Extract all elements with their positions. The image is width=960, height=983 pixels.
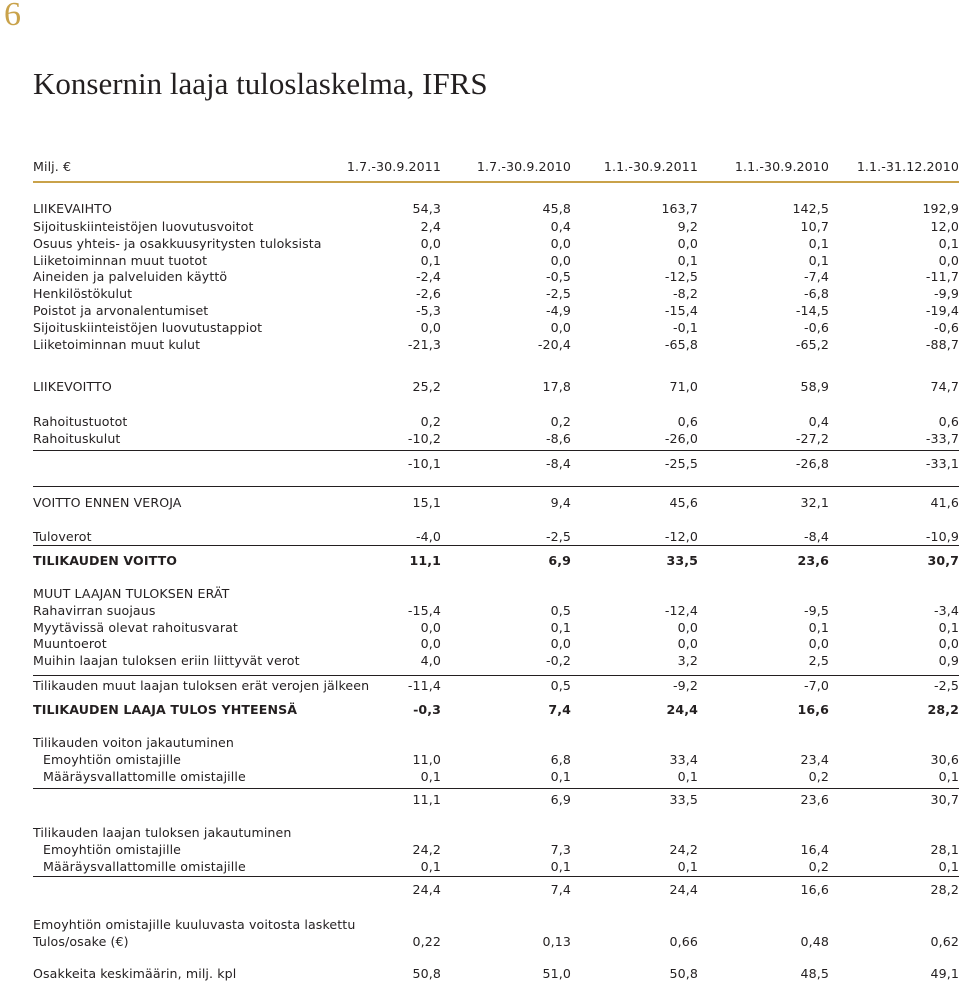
page-number: 6 <box>4 0 21 33</box>
row-value: 28,2 <box>930 882 959 897</box>
row-value: 0,62 <box>930 934 959 949</box>
row-value: -0,6 <box>934 320 959 335</box>
row-value: 0,0 <box>677 636 698 651</box>
row-value: 11,1 <box>409 553 441 568</box>
table-row <box>33 585 959 602</box>
row-value: -2,5 <box>546 529 571 544</box>
row-value: 49,1 <box>930 966 959 981</box>
row-label: Tuloverot <box>33 529 92 544</box>
row-value: 7,3 <box>550 842 571 857</box>
row-value: -11,4 <box>407 678 441 693</box>
table-row <box>33 933 959 950</box>
row-value: -0,5 <box>546 269 571 284</box>
table-row <box>33 200 959 217</box>
table-row <box>33 455 959 472</box>
row-label: Tulos/osake (€) <box>33 934 129 949</box>
section-divider <box>33 486 959 487</box>
row-label: Liiketoiminnan muut kulut <box>33 337 201 352</box>
row-value: 0,0 <box>550 236 571 251</box>
row-value: -21,3 <box>407 337 441 352</box>
row-value: 142,5 <box>792 201 829 216</box>
row-label: Rahavirran suojaus <box>33 603 156 618</box>
row-value: -9,9 <box>934 286 959 301</box>
table-row <box>33 841 959 858</box>
row-value: 0,0 <box>420 236 441 251</box>
row-value: 192,9 <box>922 201 959 216</box>
row-value: -2,4 <box>416 269 441 284</box>
table-row <box>33 881 959 898</box>
row-value: 0,1 <box>938 859 959 874</box>
table-row <box>33 768 959 785</box>
row-value: -2,6 <box>416 286 441 301</box>
row-value: 0,6 <box>677 414 698 429</box>
row-label: Rahoitustuotot <box>33 414 128 429</box>
table-row <box>33 602 959 619</box>
row-value: 0,1 <box>808 236 829 251</box>
row-value: 0,1 <box>938 620 959 635</box>
row-label: Tilikauden muut laajan tuloksen erät verojen jälkeen <box>33 678 370 693</box>
row-value: 0,4 <box>550 219 571 234</box>
row-label: Liiketoiminnan muut tuotot <box>33 253 208 268</box>
row-value: 0,0 <box>420 620 441 635</box>
row-value: -6,8 <box>804 286 829 301</box>
row-value: 0,5 <box>550 603 571 618</box>
row-value: 24,2 <box>412 842 441 857</box>
table-row <box>33 701 959 718</box>
period-header: 1.7.-30.9.2011 <box>346 159 441 174</box>
row-value: 0,5 <box>550 678 571 693</box>
table-row <box>33 734 959 751</box>
section-divider <box>33 545 959 546</box>
row-value: 50,8 <box>412 966 441 981</box>
row-value: -88,7 <box>925 337 959 352</box>
table-row <box>33 319 959 336</box>
row-label: Poistot ja arvonalentumiset <box>33 303 209 318</box>
row-label: Myytävissä olevat rahoitusvarat <box>33 620 238 635</box>
row-value: 23,6 <box>797 553 829 568</box>
row-value: 10,7 <box>800 219 829 234</box>
row-label: Tilikauden laajan tuloksen jakautuminen <box>33 825 292 840</box>
row-value: 0,0 <box>550 320 571 335</box>
row-value: -12,4 <box>664 603 698 618</box>
table-row <box>33 268 959 285</box>
table-row <box>33 858 959 875</box>
row-value: 0,2 <box>808 769 829 784</box>
table-row <box>33 252 959 269</box>
row-value: 9,2 <box>677 219 698 234</box>
row-value: 0,6 <box>938 414 959 429</box>
row-value: 0,1 <box>550 859 571 874</box>
row-value: 16,6 <box>797 702 829 717</box>
row-value: -11,7 <box>925 269 959 284</box>
row-value: 30,7 <box>927 553 959 568</box>
row-value: -25,5 <box>664 456 698 471</box>
row-value: 33,5 <box>669 792 698 807</box>
row-value: 33,4 <box>669 752 698 767</box>
row-value: -5,3 <box>416 303 441 318</box>
row-value: -0,1 <box>673 320 698 335</box>
row-value: 48,5 <box>800 966 829 981</box>
table-row <box>33 791 959 808</box>
period-header: 1.1.-31.12.2010 <box>856 159 959 174</box>
row-value: 16,4 <box>800 842 829 857</box>
row-value: -26,0 <box>664 431 698 446</box>
row-value: -0,6 <box>804 320 829 335</box>
row-value: 0,0 <box>420 636 441 651</box>
subtotal-divider <box>33 788 959 789</box>
row-value: 0,0 <box>550 253 571 268</box>
row-value: -7,4 <box>804 269 829 284</box>
row-value: 12,0 <box>930 219 959 234</box>
table-row <box>33 824 959 841</box>
unit-label: Milj. € <box>33 159 72 174</box>
row-value: 54,3 <box>412 201 441 216</box>
row-value: 0,0 <box>677 620 698 635</box>
row-value: 0,2 <box>550 414 571 429</box>
row-value: -8,4 <box>546 456 571 471</box>
row-value: 0,0 <box>677 236 698 251</box>
row-value: 7,4 <box>550 882 571 897</box>
subtotal-divider <box>33 876 959 877</box>
row-value: 9,4 <box>550 495 571 510</box>
row-label: Emoyhtiön omistajille <box>43 842 182 857</box>
row-value: 0,4 <box>808 414 829 429</box>
table-row <box>33 285 959 302</box>
row-label: TILIKAUDEN VOITTO <box>33 553 178 568</box>
row-value: 71,0 <box>669 379 698 394</box>
header-divider <box>33 181 959 183</box>
table-row <box>33 965 959 982</box>
row-value: 74,7 <box>930 379 959 394</box>
table-row <box>33 218 959 235</box>
row-value: -8,4 <box>804 529 829 544</box>
row-value: 0,1 <box>550 769 571 784</box>
row-value: 45,8 <box>542 201 571 216</box>
row-value: 2,4 <box>420 219 441 234</box>
row-value: -4,0 <box>416 529 441 544</box>
row-value: -4,9 <box>546 303 571 318</box>
row-value: 0,1 <box>420 769 441 784</box>
table-row <box>33 916 959 933</box>
row-value: -2,5 <box>934 678 959 693</box>
row-value: -2,5 <box>546 286 571 301</box>
row-value: 16,6 <box>800 882 829 897</box>
row-value: 0,1 <box>677 859 698 874</box>
row-value: -9,2 <box>673 678 698 693</box>
row-value: 0,1 <box>550 620 571 635</box>
row-value: 28,2 <box>927 702 959 717</box>
row-label: Määräysvallattomille omistajille <box>43 769 246 784</box>
table-row <box>33 652 959 669</box>
row-value: 0,2 <box>420 414 441 429</box>
row-value: 15,1 <box>412 495 441 510</box>
row-value: -8,2 <box>673 286 698 301</box>
row-value: 0,2 <box>808 859 829 874</box>
row-value: -15,4 <box>664 303 698 318</box>
row-value: -10,2 <box>407 431 441 446</box>
row-value: 0,0 <box>550 636 571 651</box>
row-value: 0,1 <box>677 769 698 784</box>
table-row <box>33 413 959 430</box>
table-row <box>33 336 959 353</box>
period-header: 1.1.-30.9.2010 <box>734 159 829 174</box>
row-value: -10,9 <box>925 529 959 544</box>
row-value: 30,6 <box>930 752 959 767</box>
row-value: 32,1 <box>800 495 829 510</box>
table-row <box>33 302 959 319</box>
row-value: 17,8 <box>542 379 571 394</box>
row-value: 163,7 <box>661 201 698 216</box>
row-value: 41,6 <box>930 495 959 510</box>
table-row <box>33 378 959 395</box>
row-value: 50,8 <box>669 966 698 981</box>
row-label: Emoyhtiön omistajille kuuluvasta voitosta laskettu <box>33 917 356 932</box>
row-value: -0,2 <box>546 653 571 668</box>
row-value: -33,1 <box>925 456 959 471</box>
row-value: 23,4 <box>800 752 829 767</box>
subtotal-divider <box>33 675 959 676</box>
row-value: -65,8 <box>664 337 698 352</box>
row-value: 33,5 <box>666 553 698 568</box>
row-value: 23,6 <box>800 792 829 807</box>
row-value: 0,0 <box>808 636 829 651</box>
row-label: Muuntoerot <box>33 636 107 651</box>
row-value: 0,1 <box>677 253 698 268</box>
row-value: 6,9 <box>548 553 571 568</box>
row-value: 6,8 <box>550 752 571 767</box>
row-label: MUUT LAAJAN TULOKSEN ERÄT <box>33 586 230 601</box>
row-value: 0,1 <box>420 253 441 268</box>
table-row <box>33 528 959 545</box>
row-value: 11,0 <box>412 752 441 767</box>
row-label: Muihin laajan tuloksen eriin liittyvät verot <box>33 653 300 668</box>
table-row <box>33 751 959 768</box>
table-row <box>33 235 959 252</box>
row-value: -10,1 <box>407 456 441 471</box>
row-label: LIIKEVAIHTO <box>33 201 112 216</box>
table-row <box>33 677 959 694</box>
row-value: 24,4 <box>666 702 698 717</box>
row-value: 24,4 <box>669 882 698 897</box>
table-header <box>33 158 959 175</box>
row-value: 24,2 <box>669 842 698 857</box>
row-value: -0,3 <box>413 702 441 717</box>
row-value: -3,4 <box>934 603 959 618</box>
row-value: -33,7 <box>925 431 959 446</box>
row-label: Osakkeita keskimäärin, milj. kpl <box>33 966 237 981</box>
row-value: -15,4 <box>407 603 441 618</box>
row-value: -65,2 <box>795 337 829 352</box>
table-row <box>33 494 959 511</box>
table-row <box>33 552 959 569</box>
row-label: Sijoituskiinteistöjen luovutustappiot <box>33 320 263 335</box>
row-value: 0,0 <box>938 636 959 651</box>
row-value: 0,48 <box>800 934 829 949</box>
row-label: Sijoituskiinteistöjen luovutusvoitot <box>33 219 254 234</box>
row-label: Rahoituskulut <box>33 431 121 446</box>
row-value: 28,1 <box>930 842 959 857</box>
row-value: 0,13 <box>542 934 571 949</box>
row-value: -8,6 <box>546 431 571 446</box>
row-value: -14,5 <box>795 303 829 318</box>
row-value: -27,2 <box>795 431 829 446</box>
subtotal-divider <box>33 450 959 451</box>
row-value: 0,22 <box>412 934 441 949</box>
row-value: 51,0 <box>542 966 571 981</box>
row-value: 0,9 <box>938 653 959 668</box>
row-label: Henkilöstökulut <box>33 286 133 301</box>
page-title: Konsernin laaja tuloslaskelma, IFRS <box>33 66 488 101</box>
period-header: 1.1.-30.9.2011 <box>603 159 698 174</box>
row-value: 0,1 <box>808 253 829 268</box>
row-value: 45,6 <box>669 495 698 510</box>
row-label: LIIKEVOITTO <box>33 379 112 394</box>
row-value: 0,1 <box>938 236 959 251</box>
row-value: 7,4 <box>548 702 571 717</box>
row-value: 0,66 <box>669 934 698 949</box>
row-value: 0,1 <box>938 769 959 784</box>
row-value: -12,5 <box>664 269 698 284</box>
row-label: Tilikauden voiton jakautuminen <box>33 735 234 750</box>
row-value: -19,4 <box>925 303 959 318</box>
row-value: 0,0 <box>938 253 959 268</box>
row-label: Emoyhtiön omistajille <box>43 752 182 767</box>
row-label: TILIKAUDEN LAAJA TULOS YHTEENSÄ <box>33 702 298 717</box>
row-value: 0,1 <box>808 620 829 635</box>
row-label: VOITTO ENNEN VEROJA <box>33 495 182 510</box>
row-value: 2,5 <box>808 653 829 668</box>
row-value: 58,9 <box>800 379 829 394</box>
row-value: 4,0 <box>420 653 441 668</box>
row-value: 6,9 <box>550 792 571 807</box>
row-value: 11,1 <box>412 792 441 807</box>
row-label: Aineiden ja palveluiden käyttö <box>33 269 228 284</box>
row-value: 25,2 <box>412 379 441 394</box>
row-value: 0,1 <box>420 859 441 874</box>
row-value: -20,4 <box>537 337 571 352</box>
row-value: 0,0 <box>420 320 441 335</box>
table-row <box>33 619 959 636</box>
period-header: 1.7.-30.9.2010 <box>476 159 571 174</box>
row-value: -26,8 <box>795 456 829 471</box>
row-label: Osuus yhteis- ja osakkuusyritysten tuloksista <box>33 236 322 251</box>
row-value: -9,5 <box>804 603 829 618</box>
row-value: -7,0 <box>804 678 829 693</box>
row-label: Määräysvallattomille omistajille <box>43 859 246 874</box>
table-row <box>33 430 959 447</box>
row-value: -12,0 <box>664 529 698 544</box>
row-value: 3,2 <box>677 653 698 668</box>
row-value: 30,7 <box>930 792 959 807</box>
table-row <box>33 635 959 652</box>
row-value: 24,4 <box>412 882 441 897</box>
